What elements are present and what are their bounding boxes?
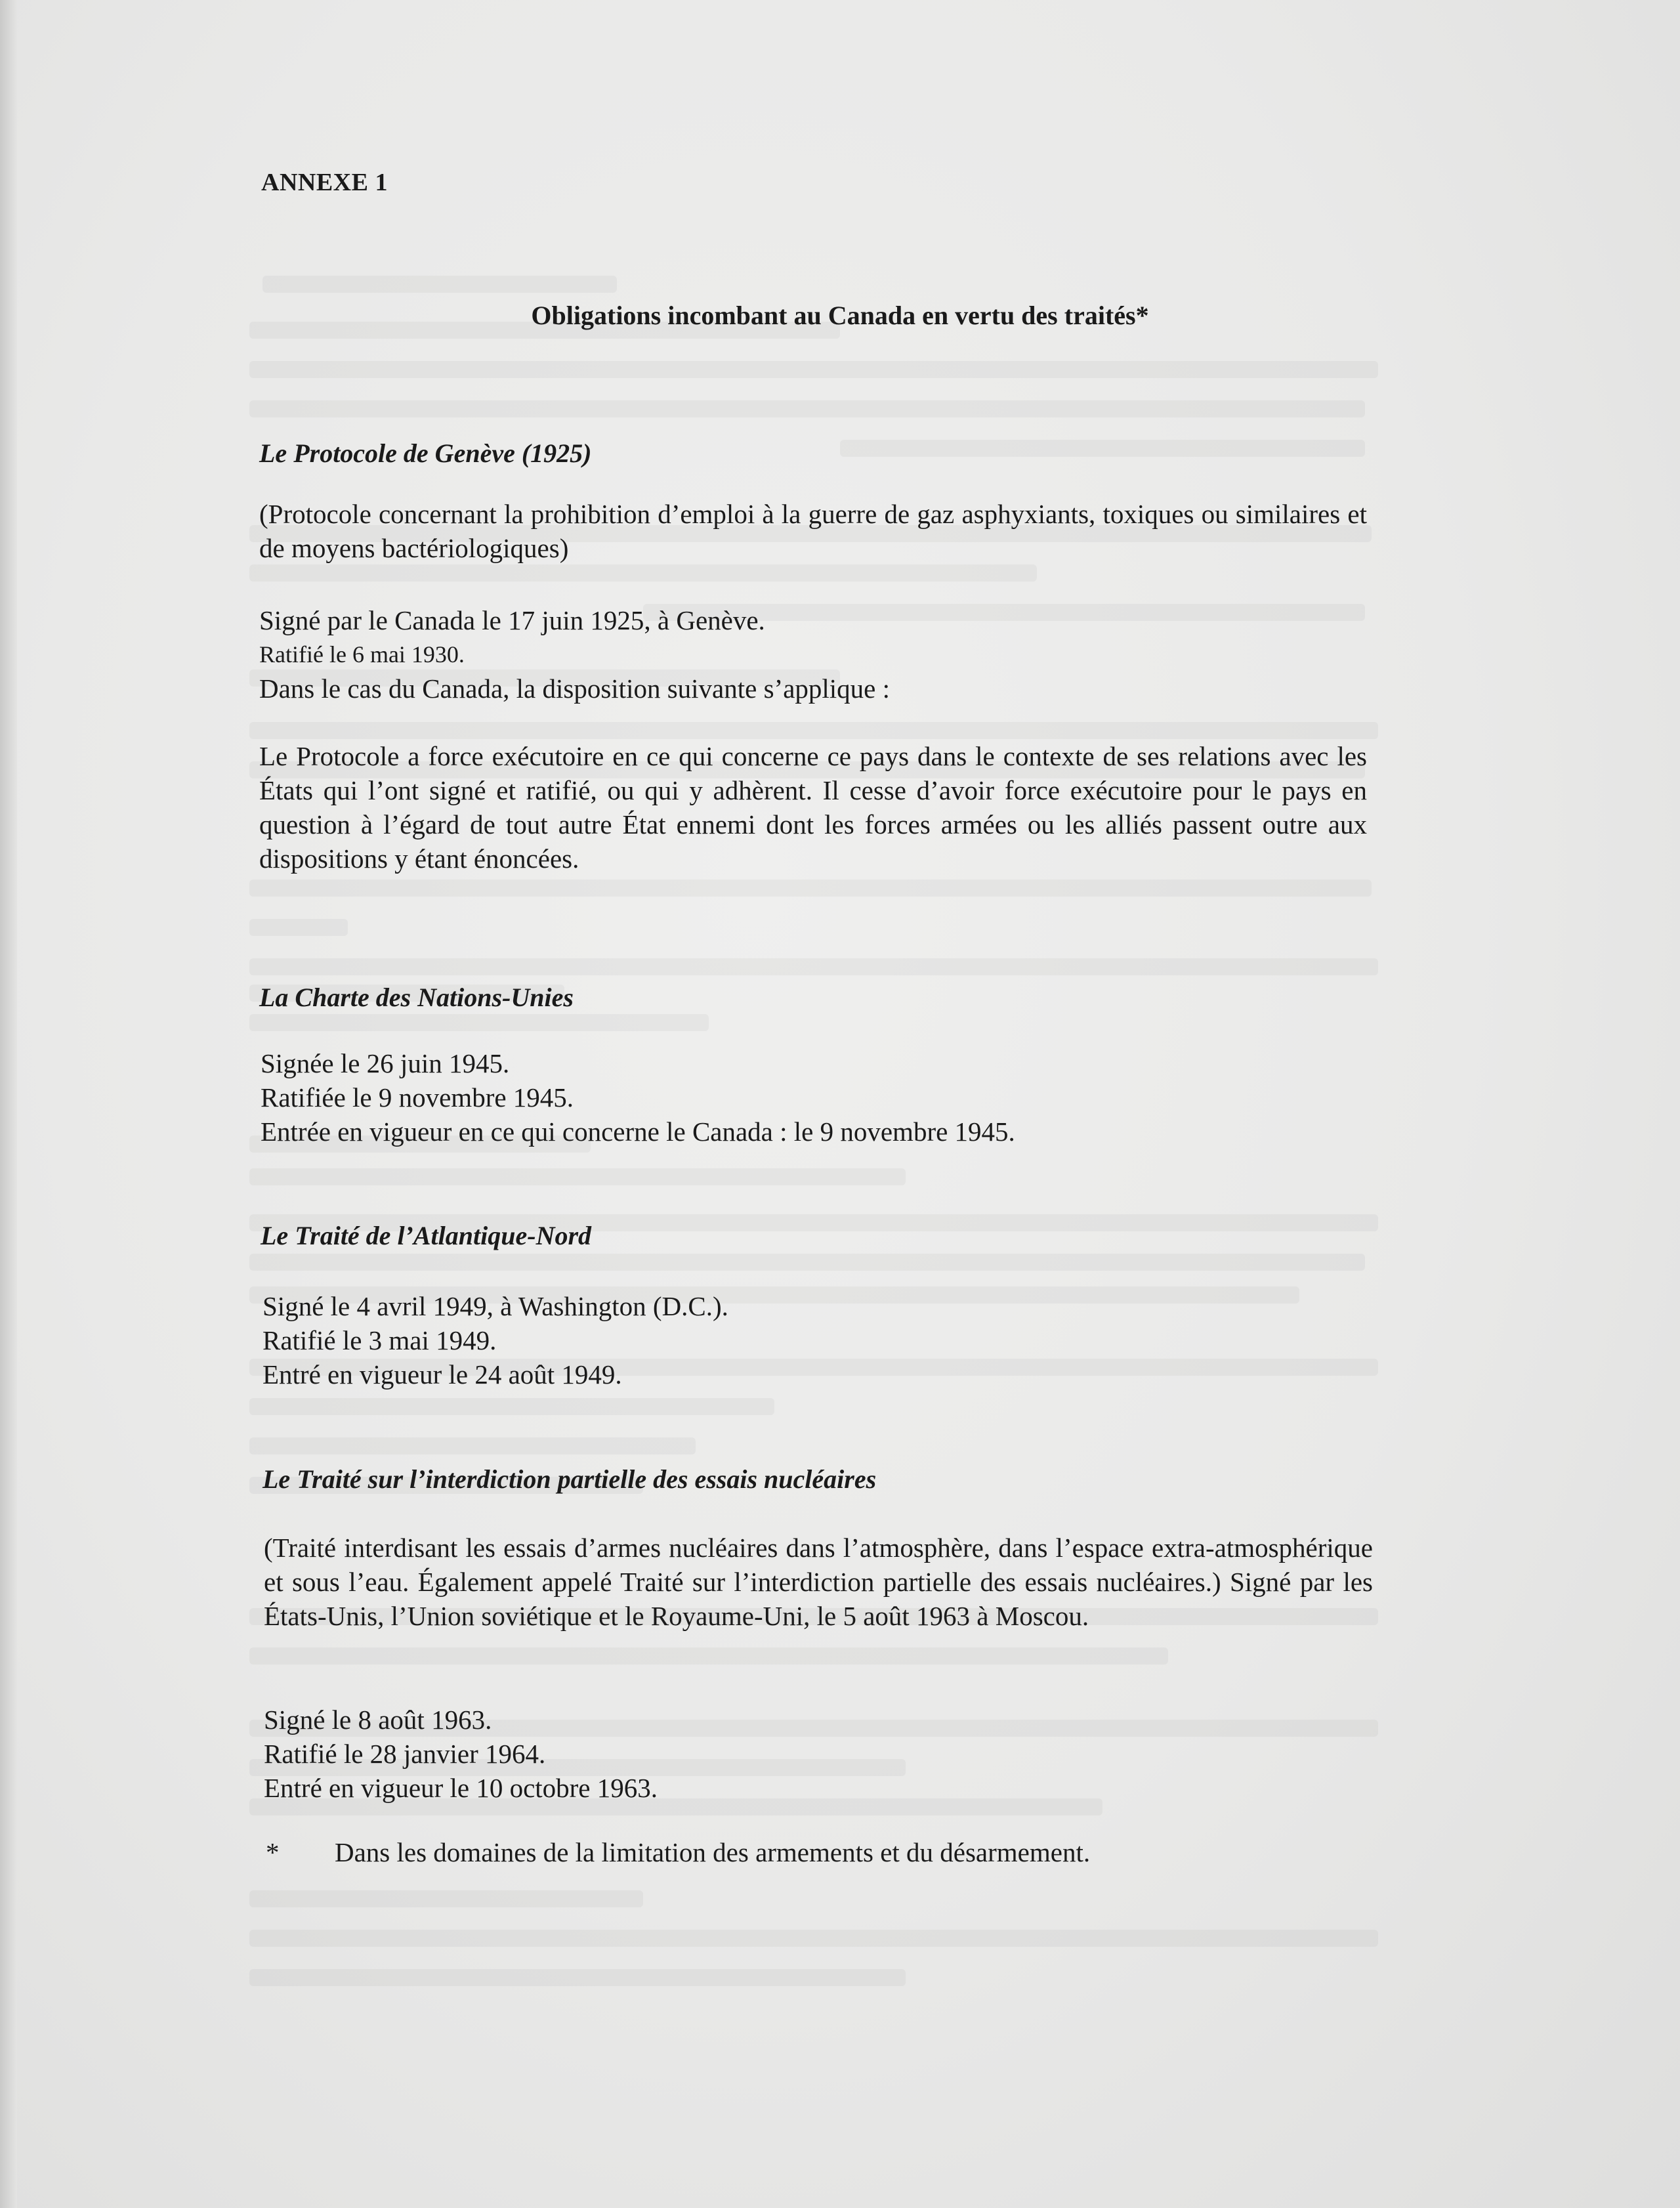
detail-line: Signé par le Canada le 17 juin 1925, à Genève. [259, 605, 765, 635]
section-details-geneva-protocol [259, 603, 890, 706]
footnote-marker: * [266, 1837, 280, 1867]
detail-line: Ratifié le 6 mai 1930. [259, 641, 465, 668]
section-heading-geneva-protocol: Le Protocole de Genève (1925) [259, 438, 592, 468]
annex-label: ANNEXE 1 [261, 169, 388, 196]
section-heading-north-atlantic-treaty: Le Traité de l’Atlantique-Nord [261, 1221, 592, 1250]
section-details-north-atlantic-treaty [262, 1289, 728, 1391]
section-heading-un-charter: La Charte des Nations-Unies [259, 983, 574, 1012]
document-title: Obligations incombant au Canada en vertu des traités* [531, 301, 1149, 330]
footnote [266, 1835, 1381, 1869]
detail-line: Signé le 4 avril 1949, à Washington (D.C.). [262, 1291, 728, 1321]
section-heading-partial-test-ban-treaty: Le Traité sur l’interdiction partielle des essais nucléaires [262, 1464, 877, 1494]
section-details-partial-test-ban-treaty [264, 1703, 658, 1805]
geneva-protocol-provision: Le Protocole a force exécutoire en ce qui concerne ce pays dans le contexte de ses relations avec les États qui l’ont signé et ratifié, ou qui y adhèrent. Il cesse d’avoir force exécutoire pour le pays en question à l’égard de tout autre État ennemi dont les forces armées ou les alliés passent outre aux dispositions y étant énoncées. [259, 741, 1367, 874]
detail-line: Entré en vigueur le 10 octobre 1963. [264, 1773, 658, 1803]
detail-line: Entré en vigueur le 24 août 1949. [262, 1359, 622, 1390]
detail-line: Entrée en vigueur en ce qui concerne le Canada : le 9 novembre 1945. [261, 1116, 1015, 1147]
section-details-un-charter [261, 1046, 1015, 1149]
detail-line: Dans le cas du Canada, la disposition suivante s’applique : [259, 673, 891, 704]
detail-line: Ratifié le 28 janvier 1964. [264, 1739, 546, 1769]
detail-line: Signée le 26 juin 1945. [261, 1048, 510, 1078]
section-description-geneva-protocol: (Protocole concernant la prohibition d’emploi à la guerre de gaz asphyxiants, toxiques ou similaires et de moyens bactériologiques) [259, 499, 1367, 563]
detail-line: Ratifié le 3 mai 1949. [262, 1325, 497, 1355]
detail-line: Ratifiée le 9 novembre 1945. [261, 1082, 574, 1113]
detail-line: Signé le 8 août 1963. [264, 1705, 492, 1735]
footnote-text: Dans les domaines de la limitation des armements et du désarmement. [335, 1837, 1091, 1867]
section-description-partial-test-ban-treaty: (Traité interdisant les essais d’armes nucléaires dans l’atmosphère, dans l’espace extra-atmosphérique et sous l’eau. Également appelé Traité sur l’interdiction partielle des essais nucléaires.) Signé par les États-Unis, l’Union soviétique et le Royaume-Uni, le 5 août 1963 à Moscou. [264, 1533, 1373, 1631]
